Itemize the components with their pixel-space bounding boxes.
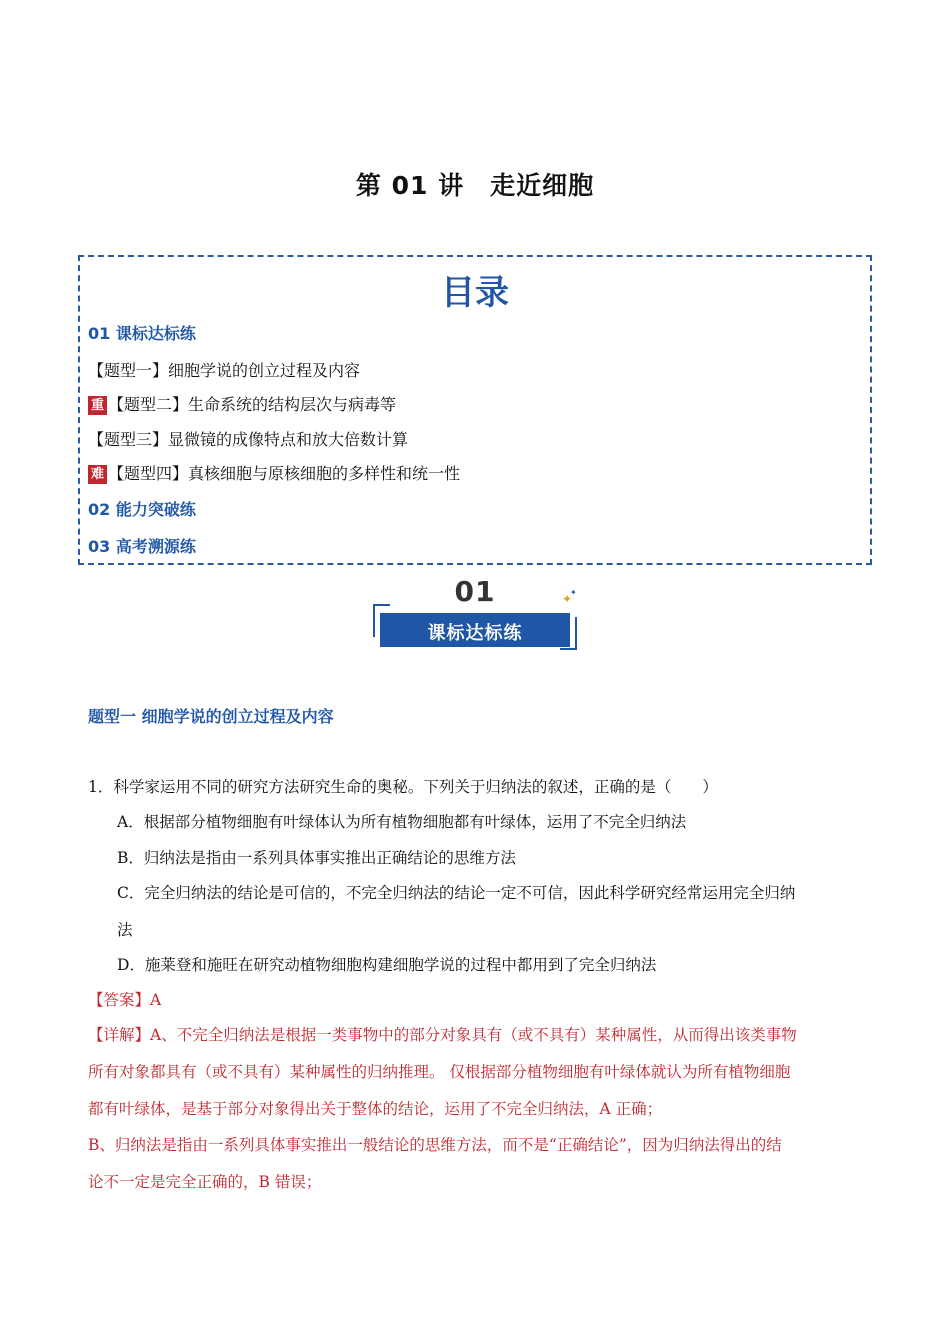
explanation-line: 【详解】A、不完全归纳法是根据一类事物中的部分对象具有（或不具有）某种属性，从而得出该类事物	[88, 1026, 797, 1044]
option-d: D．施莱登和施旺在研究动植物细胞构建细胞学说的过程中都用到了完全归纳法	[117, 956, 657, 974]
svg-text:✦: ✦	[562, 592, 573, 606]
page-title: 第 01 讲 走近细胞	[355, 171, 595, 200]
toc-section-3[interactable]: 03 高考溯源练	[88, 537, 196, 556]
toc-item-label: 【题型二】生命系统的结构层次与病毒等	[108, 395, 397, 414]
important-badge: 重	[88, 396, 107, 415]
option-c-continued: 法	[117, 921, 133, 939]
option-c: C．完全归纳法的结论是可信的，不完全归纳法的结论一定不可信，因此科学研究经常运用完全归纳	[117, 884, 796, 902]
toc-item-2[interactable]	[88, 392, 396, 415]
section-banner	[380, 613, 570, 647]
toc-item-label: 【题型三】显微镜的成像特点和放大倍数计算	[88, 430, 409, 449]
explanation-line: B、归纳法是指由一系列具体事实推出一般结论的思维方法，而不是“正确结论”，因为归纳法得出的结	[88, 1136, 782, 1154]
toc-section-2[interactable]: 02 能力突破练	[88, 500, 196, 519]
question-type-heading: 题型一 细胞学说的创立过程及内容	[88, 707, 334, 726]
explanation-line: 所有对象都具有（或不具有）某种属性的归纳推理。 仅根据部分植物细胞有叶绿体就认为所有植物细胞	[88, 1063, 791, 1081]
answer: 【答案】A	[88, 991, 162, 1009]
svg-text:✦: ✦	[570, 588, 577, 597]
toc-item-1[interactable]	[88, 358, 360, 381]
toc-heading: 目录	[441, 273, 509, 313]
option-b: B．归纳法是指由一系列具体事实推出正确结论的思维方法	[117, 849, 516, 867]
toc-section-1[interactable]: 01 课标达标练	[88, 324, 196, 343]
table-of-contents	[78, 255, 872, 565]
toc-item-3[interactable]	[88, 427, 408, 450]
explanation-line: 都有叶绿体，是基于部分对象得出关于整体的结论，运用了不完全归纳法，A 正确；	[88, 1100, 663, 1118]
toc-item-label: 【题型四】真核细胞与原核细胞的多样性和统一性	[108, 464, 461, 483]
option-a: A．根据部分植物细胞有叶绿体认为所有植物细胞都有叶绿体，运用了不完全归纳法	[117, 813, 687, 831]
difficult-badge: 难	[88, 465, 107, 484]
toc-item-4[interactable]	[88, 461, 460, 484]
toc-item-label: 【题型一】细胞学说的创立过程及内容	[88, 361, 361, 380]
question-stem: 1．科学家运用不同的研究方法研究生命的奥秘。下列关于归纳法的叙述，正确的是（ ）	[88, 778, 718, 796]
section-number: 01	[454, 575, 496, 608]
section-label: 课标达标练	[427, 623, 523, 644]
section-badge	[370, 575, 580, 655]
explanation-line: 论不一定是完全正确的，B 错误；	[88, 1173, 322, 1191]
